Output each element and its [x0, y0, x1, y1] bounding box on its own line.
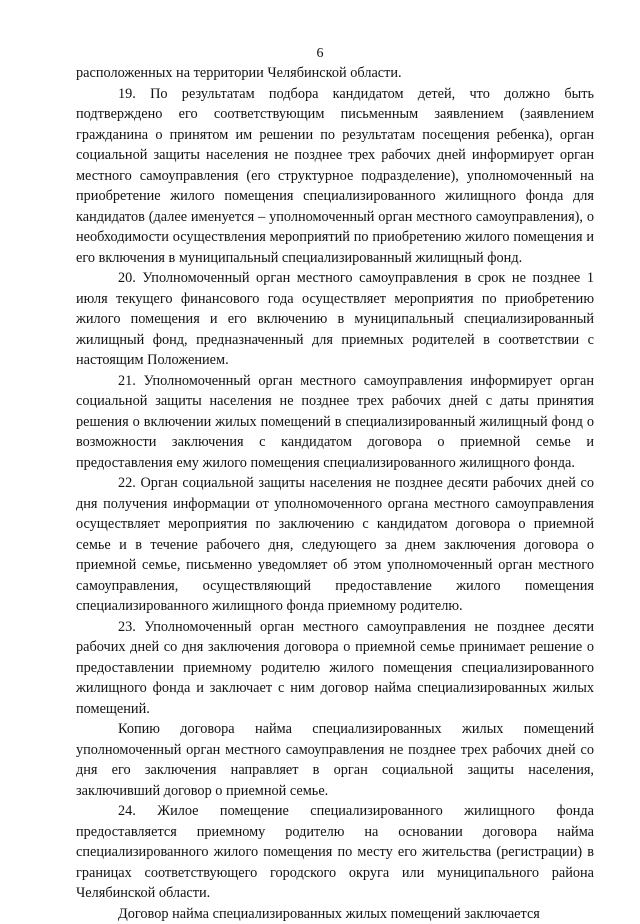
- paragraph-item-19: 19. По результатам подбора кандидатом детей, что должно быть подтверждено его соответствующим письменным заявлением (заявлением гражданина о принятом им решении по результатам посещения ребенка), орган социальной защиты населения не позднее трех рабочих дней информирует орган местного самоуправления (его структурное подразделение), уполномоченный на приобретение жилого помещения специализированного жилищного фонда для кандидатов (далее именуется – уполномоченный орган местного самоуправления), о необходимости осуществления мероприятий по приобретению жилого помещения и его включения в муниципальный специализированный жилищный фонд.: [76, 84, 594, 269]
- paragraph-item-20: 20. Уполномоченный орган местного самоуправления в срок не позднее 1 июля текущего финансового года осуществляет мероприятия по приобретению жилого помещения и его включению в муниципальный специализированный жилищный фонд, предназначенный для приемных родителей в соответствии с настоящим Положением.: [76, 268, 594, 371]
- paragraph-contract-conclusion: Договор найма специализированных жилых помещений заключается: [76, 904, 594, 924]
- paragraph-item-21: 21. Уполномоченный орган местного самоуправления информирует орган социальной защиты населения не позднее трех рабочих дней с даты принятия решения о включении жилых помещений в специализированный жилищный фонд о возможности заключения с кандидатом договора о приемной семье и предоставления ему жилого помещения специализированного жилищного фонда.: [76, 371, 594, 474]
- paragraph-item-22: 22. Орган социальной защиты населения не позднее десяти рабочих дней со дня получения информации от уполномоченного органа местного самоуправления осуществляет мероприятия по заключению с кандидатом договора о приемной семье и в течение рабочего дня, следующего за днем заключения договора о приемной семье, письменно уведомляет об этом уполномоченный орган местного самоуправления, осуществляющий предоставление жилого помещения специализированного жилищного фонда приемному родителю.: [76, 473, 594, 617]
- document-body: [76, 63, 594, 924]
- paragraph-item-24: 24. Жилое помещение специализированного жилищного фонда предоставляется приемному родителю на основании договора найма специализированного жилого помещения по месту его жительства (регистрации) в границах соответствующего городского округа или муниципального района Челябинской области.: [76, 801, 594, 904]
- paragraph-contract-copy: Копию договора найма специализированных жилых помещений уполномоченный орган местного самоуправления не позднее трех рабочих дней со дня его заключения направляет в орган социальной защиты населения, заключивший договор о приемной семье.: [76, 719, 594, 801]
- paragraph-item-23: 23. Уполномоченный орган местного самоуправления не позднее десяти рабочих дней со дня заключения договора о приемной семье принимает решение о предоставлении приемному родителю жилого помещения специализированного жилищного фонда и заключает с ним договор найма специализированных жилых помещений.: [76, 617, 594, 720]
- page-number: 6: [0, 46, 640, 62]
- paragraph-continuation: расположенных на территории Челябинской области.: [76, 63, 594, 84]
